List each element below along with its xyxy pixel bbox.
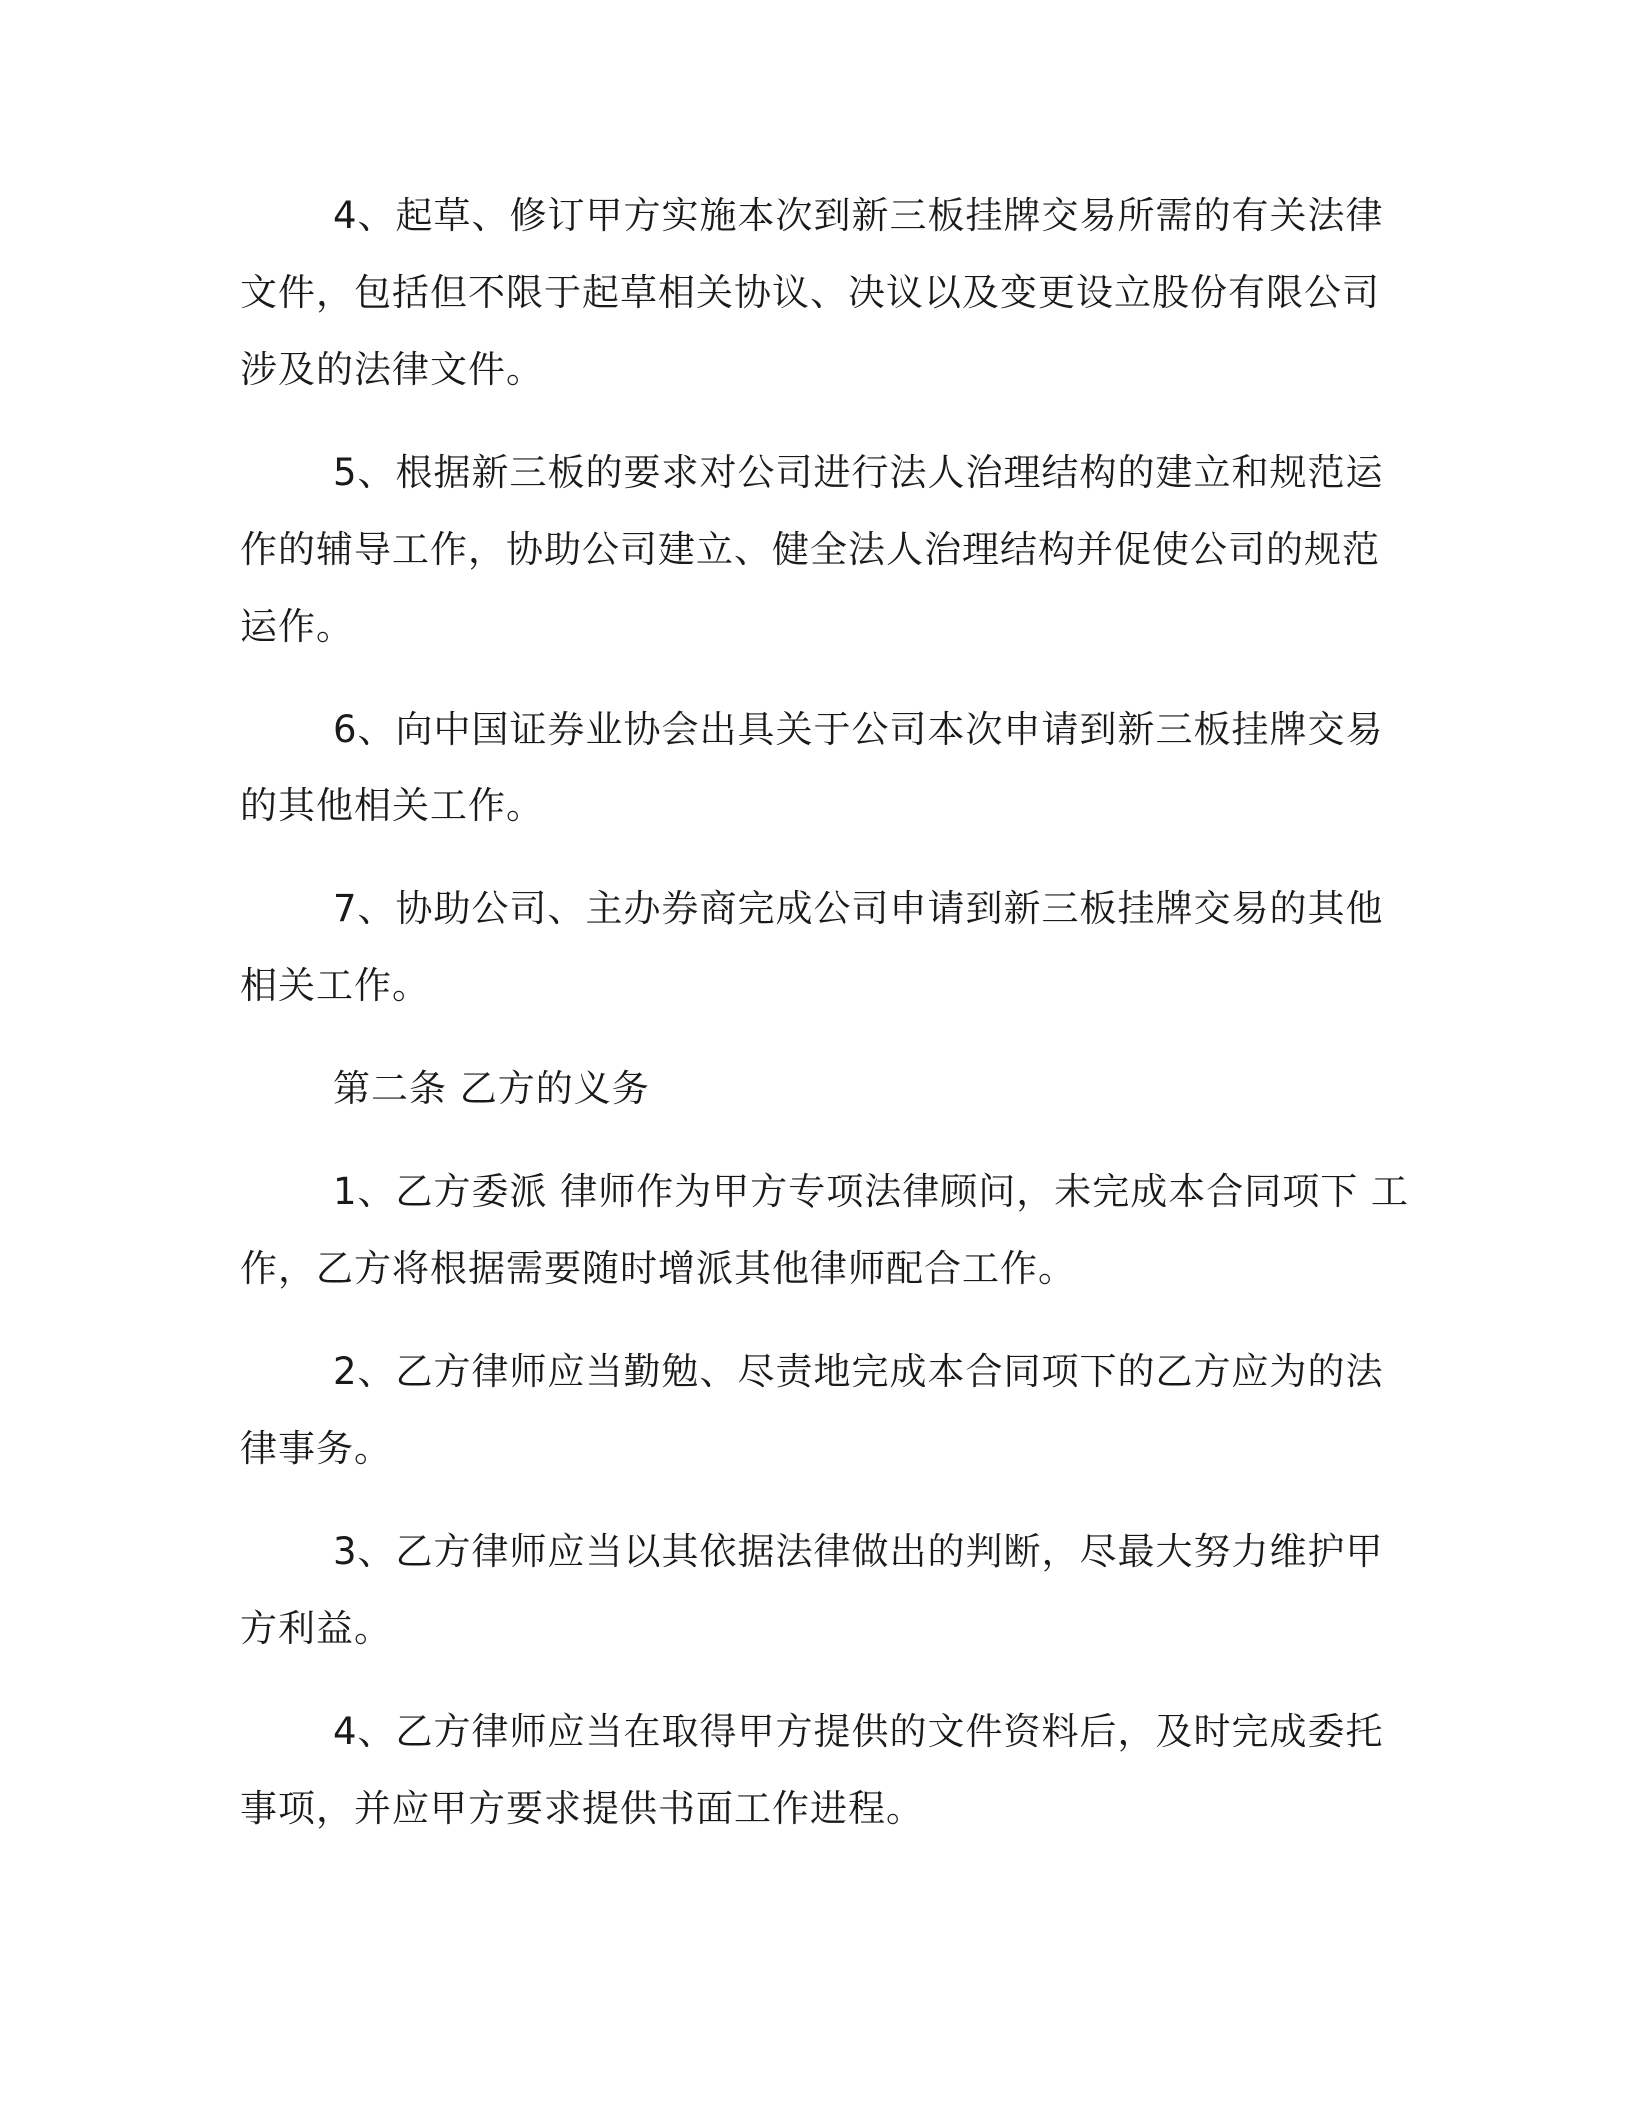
duty-4-line-2: 事项，并应甲方要求提供书面工作进程。 — [240, 1787, 924, 1830]
item-4-line-1: 4、起草、修订甲方实施本次到新三板挂牌交易所需的有关法律 — [333, 194, 1384, 237]
article-2-heading: 第二条 乙方的义务 — [333, 1067, 650, 1110]
duty-1-line-2: 作，乙方将根据需要随时增派其他律师配合工作。 — [240, 1247, 1076, 1290]
item-6-line-2: 的其他相关工作。 — [240, 784, 544, 827]
duty-2-line-1: 2、乙方律师应当勤勉、尽责地完成本合同项下的乙方应为的法 — [333, 1350, 1384, 1393]
duty-3-line-2: 方利益。 — [240, 1607, 392, 1650]
duty-1-line-1: 1、乙方委派 律师作为甲方专项法律顾问，未完成本合同项下 工 — [333, 1170, 1410, 1213]
duty-4-line-1: 4、乙方律师应当在取得甲方提供的文件资料后，及时完成委托 — [333, 1710, 1384, 1753]
item-5-line-2: 作的辅导工作，协助公司建立、健全法人治理结构并促使公司的规范 — [240, 528, 1380, 571]
item-4-line-3: 涉及的法律文件。 — [240, 348, 544, 391]
item-6-line-1: 6、向中国证券业协会出具关于公司本次申请到新三板挂牌交易 — [333, 708, 1384, 751]
item-5-line-1: 5、根据新三板的要求对公司进行法人治理结构的建立和规范运 — [333, 451, 1384, 494]
item-7-line-2: 相关工作。 — [240, 964, 430, 1007]
item-5-line-3: 运作。 — [240, 605, 354, 648]
item-4-line-2: 文件，包括但不限于起草相关协议、决议以及变更设立股份有限公司 — [240, 271, 1380, 314]
duty-3-line-1: 3、乙方律师应当以其依据法律做出的判断，尽最大努力维护甲 — [333, 1530, 1384, 1573]
duty-2-line-2: 律事务。 — [240, 1427, 392, 1470]
item-7-line-1: 7、协助公司、主办券商完成公司申请到新三板挂牌交易的其他 — [333, 887, 1384, 930]
